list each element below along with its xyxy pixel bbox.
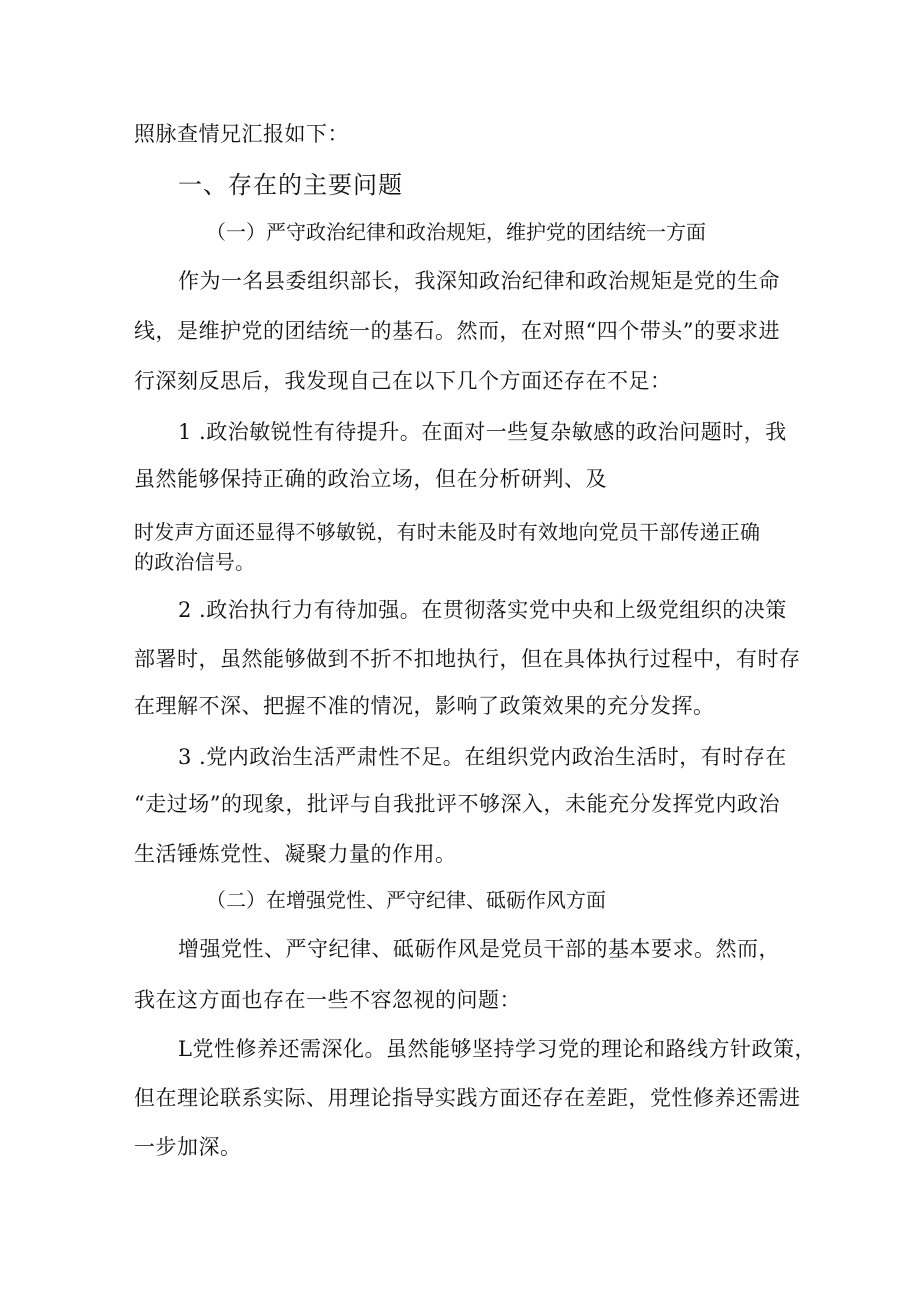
paragraph-line: 增强党性、严守纪律、砥砺作风是党员干部的基本要求。然而， (178, 937, 780, 961)
list-item-2-line: 2 .政治执行力有待加强。在贯彻落实党中央和上级党组织的决策 (178, 598, 787, 622)
list-item-1-line: 1 .政治敏锐性有待提升。在面对一些复杂敏感的政治问题时，我 (178, 420, 787, 444)
list-item-1-line: 的政治信号。 (134, 550, 256, 574)
list-item-4-line: L党性修养还需深化。虽然能够坚持学习党的理论和路线方针政策， (178, 1037, 816, 1061)
intro-line: 照脉查情兄汇报如下： (134, 122, 349, 146)
list-item-2-line: 在理解不深、把握不准的情况，影响了政策效果的充分发挥。 (134, 694, 715, 718)
list-item-4-line: 但在理论联系实际、用理论指导实践方面还存在差距，党性修养还需进 (134, 1086, 801, 1110)
paragraph-line: 线，是维护党的团结统一的基石。然而，在对照“四个带头”的要求进 (134, 319, 780, 343)
list-item-4-line: 一步加深。 (134, 1135, 242, 1159)
subsection-heading-1: （一）严守政治纪律和政治规矩，维护党的团结统一方面 (206, 220, 706, 244)
list-item-1-line: 时发声方面还显得不够敏锐，有时未能及时有效地向党员干部传递正确 (134, 520, 761, 544)
list-item-3-line: 生活锤炼党性、凝聚力量的作用。 (134, 842, 457, 866)
paragraph-line: 作为一名县委组织部长，我深知政治纪律和政治规矩是党的生命 (178, 269, 780, 293)
list-item-2-line: 部署时，虽然能够做到不折不扣地执行，但在具体执行过程中，有时存 (134, 647, 801, 671)
section-heading-1: 一、存在的主要问题 (178, 171, 403, 199)
subsection-heading-2: （二）在增强党性、严守纪律、砥砺作风方面 (206, 888, 606, 912)
list-item-3-line: “走过场”的现象，批评与自我批评不够深入，未能充分发挥党内政治 (134, 792, 780, 816)
paragraph-line: 我在这方面也存在一些不容忽视的问题： (134, 988, 521, 1012)
paragraph-line: 行深刻反思后，我发现自己在以下几个方面还存在不足： (134, 369, 672, 393)
list-item-1-line: 虽然能够保持正确的政治立场，但在分析研判、及 (134, 467, 607, 491)
list-item-3-line: 3 .党内政治生活严肃性不足。在组织党内政治生活时，有时存在 (178, 745, 787, 769)
